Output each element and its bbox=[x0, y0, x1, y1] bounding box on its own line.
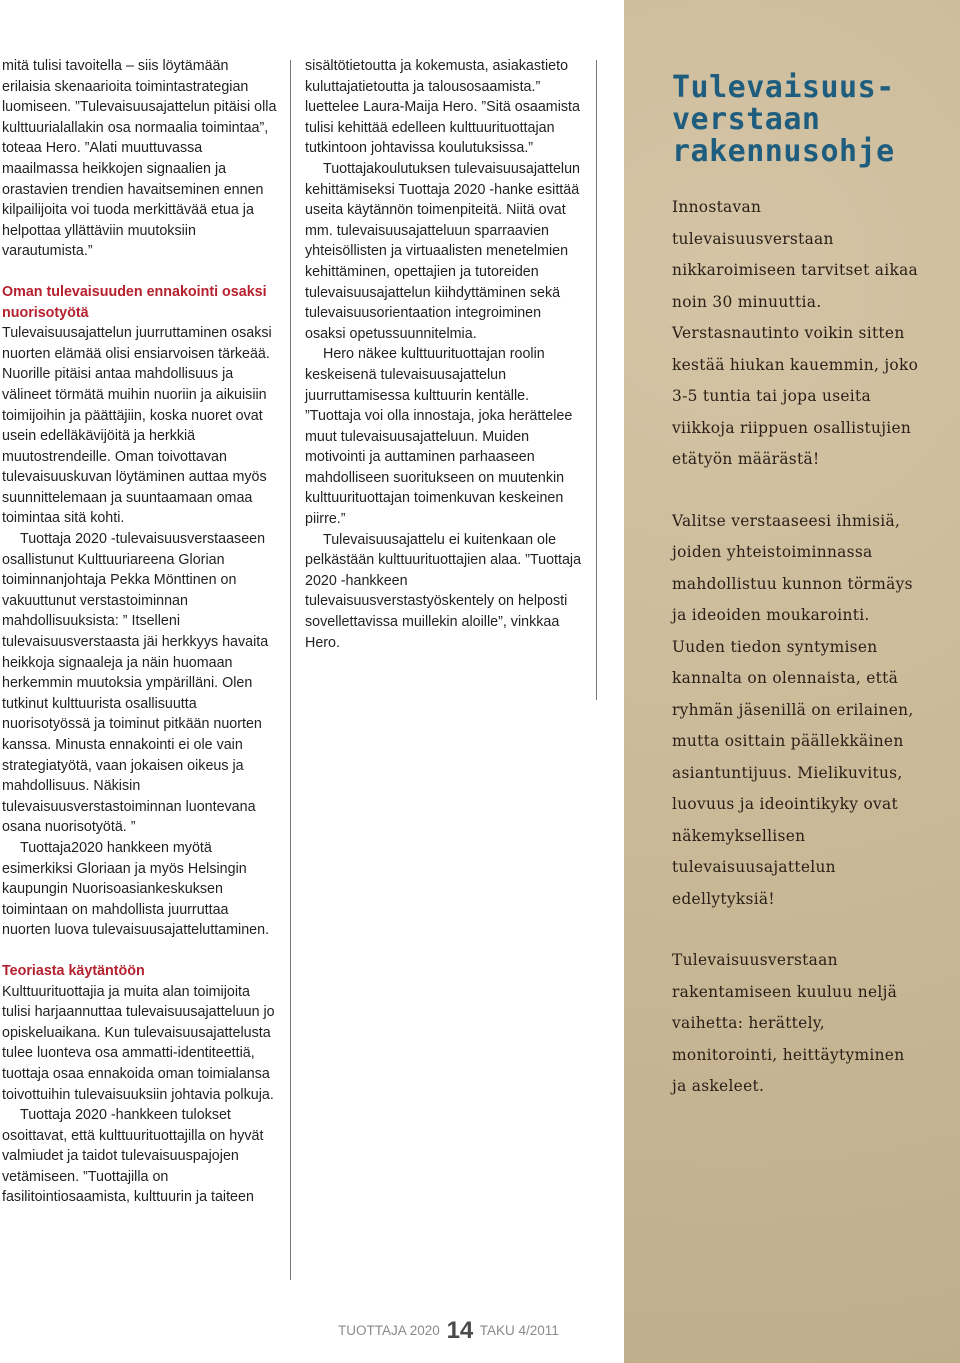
sidebar-paragraph: Innostavan tulevaisuusverstaan nikkaroimiseen tarvitset aikaa noin 30 minuuttia. Verstasnautinto voikin sitten kestää hiukan kauemmin, joko 3-5 tuntia tai jopa useita viikkoja riippuen osallistujien etätyön määrästä! bbox=[672, 198, 919, 468]
body-paragraph: Hero näkee kulttuurituottajan roolin keskeisenä tulevaisuusajattelun juurruttamisessa kulttuurin kentälle. ”Tuottaja voi olla innostaja, joka herättelee muut tulevaisuusajatteluun. Muiden motivointi ja auttaminen parhaaseen mahdolliseen suoritukseen on muutenkin kulttuurituottajan toimenkuvan keskeinen piirre.” bbox=[305, 346, 573, 528]
sidebar-box bbox=[624, 0, 960, 1363]
body-paragraph: Tuottaja2020 hankkeen myötä esimerkiksi Gloriaan ja myös Helsingin kaupungin Nuorisoasiankeskuksen toimintaan on mahdollista juurruttaa nuorten luova tulevaisuusajatteluttaminen. bbox=[2, 839, 270, 939]
body-paragraph: Kulttuurituottajia ja muita alan toimijoita tulisi harjaannuttaa tulevaisuusajatteluun jo opiskeluaikana. Kun tulevaisuusajattelusta tulee luonteva osa ammatti-identiteettiä, tuottaja osaa ennakoida oman toimialansa toivottuihin tulevaisuuksiin johtavia polkuja. bbox=[2, 983, 275, 1103]
body-paragraph: Tuottajakoulutuksen tulevaisuusajattelun kehittämiseksi Tuottaja 2020 -hanke esittää useita käytännön toimenpiteitä. Niitä ovat mm. tulevaisuusajatteluun sparraavien yhteisöllisten ja virtuaalisten menetelmien kehittäminen, opettajien ja tutoreiden tulevaisuusajattelun kiihdyttäminen sekä tulevaisuusorientaation integroiminen osaksi opetussuunnitelmia. bbox=[305, 160, 580, 342]
column-divider bbox=[596, 60, 597, 700]
footer-issue: TAKU 4/2011 bbox=[479, 1323, 559, 1338]
sidebar-paragraph: Valitse verstaaseesi ihmisiä, joiden yhteistoiminnassa mahdollistuu kunnon törmäys ja ideoiden moukarointi. Uuden tiedon syntymisen kannalta on olennaista, että ryhmän jäsenillä on erilainen, mutta osittain päällekkäinen asiantuntijuus. Mielikuvitus, luovuus ja ideointikyky ovat näkemyksellisen tulevaisuusajattelun edellytyksiä! bbox=[672, 511, 914, 908]
body-paragraph: Tulevaisuusajattelun juurruttaminen osaksi nuorten elämää olisi ensiarvoisen tärkeää. Nuorille pitäisi antaa mahdollisuus ja välineet törmätä muihin nuoriin ja aikuisiin toimijoihin ja päättäjiin, koska nuoret ovat usein edelläkävijöitä ja herkkiä muutostrendeille. Oman toivottavan tulevaisuuskuvan löytäminen auttaa myös suunnittelemaan ja suuntaamaan omaa toimintaa sitä kohti. bbox=[2, 325, 272, 527]
body-paragraph: Tulevaisuusajattelu ei kuitenkaan ole pelkästään kulttuurituottajien alaa. ”Tuottaja 2020 -hankkeen tulevaisuusverstastyöskentely on helposti sovellettavissa muillekin aloille”, vinkkaa Hero. bbox=[305, 531, 582, 651]
page-number: 14 bbox=[446, 1317, 474, 1344]
section-heading-future-youth-work: Oman tulevaisuuden ennakointi osaksi nuorisotyötä bbox=[2, 283, 267, 321]
body-paragraph: Tuottaja 2020 -hankkeen tulokset osoittavat, että kulttuurituottajilla on hyvät valmiudet ja taidot tulevaisuuspajojen vetämiseen. ”Tuottajilla on fasilitointiosaamista, kulttuurin ja taiteen bbox=[2, 1107, 264, 1206]
page-footer bbox=[338, 1314, 559, 1342]
body-paragraph: Tuottaja 2020 -tulevaisuusverstaaseen osallistunut Kulttuuriareena Glorian toiminnanjohtaja Pekka Mönttinen on vakuuttunut verstastoiminnan mahdollisuuksista: ” Itselleni tulevaisuusverstaasta jäi herkkyys havaita heikkoja signaaleja ja näin huomaan herkemmin muutoksia ympärilläni. Olen tutkinut kulttuurista osallisuutta nuorisotyössä ja toiminut pitkään nuorten kanssa. Minusta ennakointi ei ole vain strategiatyötä, vaan jokaisen oikeus ja mahdollisuus. Näkisin tulevaisuusverstastoiminnan luontevana osana nuorisotyötä. ” bbox=[2, 531, 269, 836]
body-paragraph: mitä tulisi tavoitella – siis löytämään erilaisia skenaarioita toimintastrategian luomiseen. ”Tulevaisuusajattelun pitäisi olla kulttuurialallakin osa normaalia toimintaa”, toteaa Hero. ”Alati muuttuvassa maailmassa heikkojen signaalien ja orastavien trendien havaitseminen ennen kilpailijoita voi tuoda merkittävää etua ja helpottaa yllättäviin muutoksiin varautumista.” bbox=[2, 58, 277, 260]
section-heading-theory-to-practice: Teoriasta käytäntöön bbox=[2, 962, 145, 979]
sidebar-title: Tulevaisuus-verstaan rakennusohje bbox=[672, 70, 895, 169]
body-paragraph: sisältötietoutta ja kokemusta, asiakastieto kuluttajatietoutta ja talousosaamista.” luettelee Laura-Maija Hero. ”Sitä osaamista tulisi kehittää edelleen kulttuurituottajan tutkintoon johtavissa koulutuksissa.” bbox=[305, 58, 580, 157]
column-divider bbox=[290, 60, 291, 1280]
sidebar-paragraph: Tulevaisuusverstaan rakentamiseen kuuluu neljä vaihetta: herättely, monitorointi, heittäytyminen ja askeleet. bbox=[672, 951, 905, 1095]
article-column-2 bbox=[305, 56, 583, 653]
footer-publication: TUOTTAJA 2020 bbox=[338, 1323, 440, 1338]
article-column-1 bbox=[2, 56, 280, 1208]
